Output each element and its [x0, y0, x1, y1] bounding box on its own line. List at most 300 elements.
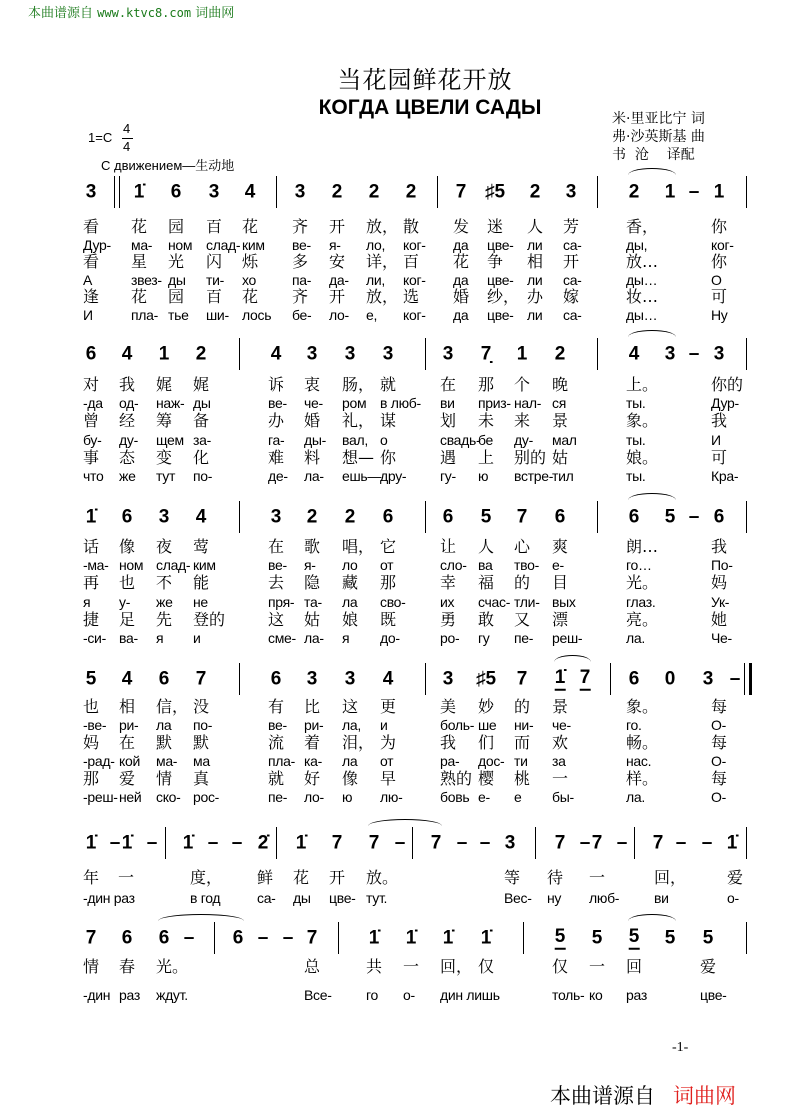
lyric-syllable: 勇 — [440, 609, 457, 629]
lyric-syllable: же — [119, 468, 136, 484]
lyric-syllable: 回， — [654, 868, 687, 887]
barline — [746, 922, 747, 954]
lyric-syllable: Ну — [711, 307, 728, 323]
lyric-syllable: га- — [268, 431, 285, 448]
lyric-syllable: пла- — [268, 753, 295, 769]
lyric-syllable: 相 — [527, 252, 544, 272]
note-digit: 1 — [713, 181, 725, 203]
lyric-syllable: 每 — [711, 769, 728, 788]
lyric-syllable: тут — [156, 468, 176, 484]
barline — [523, 922, 524, 954]
note-digit: 7 — [331, 832, 343, 854]
lyric-syllable: од- — [119, 395, 139, 412]
note-digit: – — [675, 832, 687, 854]
barline — [746, 176, 747, 208]
lyric-syllable: от — [380, 753, 394, 769]
note — [209, 183, 220, 202]
lyric-syllable: 曾 — [83, 411, 100, 431]
note — [665, 670, 676, 689]
lyric-syllable: ней — [119, 789, 142, 805]
lyric-syllable: 一 — [552, 769, 569, 788]
lyric-syllable: 也 — [83, 697, 100, 716]
note — [345, 508, 356, 527]
lyric-syllable: 我 — [711, 411, 728, 431]
lyric-syllable: слад- — [206, 236, 241, 253]
lyric-syllable: 再 — [83, 573, 100, 593]
lyric-syllable: О — [711, 271, 722, 288]
barline — [746, 827, 747, 859]
note — [517, 670, 528, 689]
dash-extension — [730, 670, 741, 689]
lyric-syllable: 发 — [453, 217, 470, 236]
lyric-syllable: ло- — [304, 789, 324, 805]
note-digit: 7 — [195, 668, 207, 690]
lyric-syllable: 歌 — [304, 537, 321, 556]
lyric-syllable: 看 — [83, 252, 100, 272]
note-digit: 3 — [344, 668, 356, 690]
note-digit: 3 — [208, 181, 220, 203]
lyric-syllable: -дин — [83, 987, 111, 1003]
lyric-syllable: ром — [342, 395, 367, 412]
lyric-syllable: 逢 — [83, 287, 100, 307]
lyric-syllable: 比 — [304, 697, 321, 716]
note-digit: 7 — [516, 506, 528, 528]
lyric-syllable: да — [453, 271, 469, 288]
lyric-syllable: 爱 — [700, 957, 717, 976]
barline — [597, 176, 598, 208]
barline — [425, 338, 426, 370]
note-digit: 5 — [664, 506, 676, 528]
note-digit: 2 — [529, 181, 541, 203]
lyric-syllable: ри- — [304, 717, 324, 733]
slur-tie — [628, 493, 676, 500]
lyric-syllable: ве- — [268, 557, 287, 574]
note-digit: 1̇ — [133, 181, 145, 203]
lyric-syllable: 话 — [83, 537, 100, 556]
lyric-syllable: раз — [119, 987, 140, 1003]
lyric-syllable: сло- — [440, 557, 467, 574]
note-digit: 5 — [480, 506, 492, 528]
lyric-syllable: цве- — [329, 890, 356, 906]
lyric-syllable: 年 — [83, 868, 100, 887]
lyric-syllable: ра- — [440, 753, 460, 769]
note — [271, 508, 282, 527]
note — [86, 929, 97, 948]
lyric-syllable: о — [380, 431, 388, 448]
lyric-syllable: та- — [304, 593, 322, 610]
lyric-syllable: 开 — [563, 252, 580, 272]
lyric-syllable: тво- — [514, 557, 539, 574]
dash-extension — [258, 929, 269, 948]
barline — [412, 827, 413, 859]
note-digit: – — [282, 927, 294, 949]
lyric-syllable: хо — [242, 271, 257, 288]
lyric-syllable: 你 — [380, 447, 397, 467]
note — [555, 345, 566, 364]
note — [476, 670, 496, 689]
note-digit: 1̇ — [554, 666, 566, 688]
lyric-syllable: 娘。 — [626, 447, 659, 467]
note — [258, 834, 269, 853]
lyric-syllable: 景 — [552, 411, 569, 431]
lyric-syllable: 回， — [440, 957, 473, 976]
lyric-syllable: Вес- — [504, 890, 532, 906]
eighth-note-underline — [555, 948, 566, 950]
lyric-syllable: ды — [168, 271, 186, 288]
lyric-syllable: ды, — [626, 236, 648, 253]
lyric-syllable: 仅 — [552, 957, 569, 976]
lyric-syllable: тил — [552, 468, 574, 484]
dash-extension — [689, 508, 700, 527]
note-digit: 1̇ — [85, 832, 97, 854]
lyric-syllable: 在 — [119, 733, 136, 752]
barline — [165, 827, 166, 859]
note-digit: 1 — [516, 343, 528, 365]
page-number: -1- — [672, 1040, 689, 1055]
lyric-syllable: 隐 — [304, 573, 321, 593]
lyric-syllable: от — [380, 557, 394, 574]
note — [629, 345, 640, 364]
note-digit: 4 — [121, 343, 133, 365]
lyric-syllable: А — [83, 271, 93, 288]
note — [592, 834, 603, 853]
note-digit: 3 — [442, 343, 454, 365]
lyric-syllable: ном — [119, 557, 144, 574]
lyric-syllable: слад- — [156, 557, 191, 574]
note-digit: 1̇ — [182, 832, 194, 854]
lyric-syllable: По- — [711, 557, 733, 574]
note — [481, 508, 492, 527]
note-digit: 1̇ — [405, 927, 417, 949]
lyric-syllable: ду- — [514, 431, 533, 448]
note — [86, 670, 97, 689]
note — [271, 670, 282, 689]
lyric-syllable: ве- — [292, 236, 311, 253]
lyric-syllable: ли — [527, 307, 543, 323]
note — [505, 834, 516, 853]
lyric-syllable: за — [552, 753, 566, 769]
note-digit: 3 — [306, 343, 318, 365]
note — [665, 929, 676, 948]
lyric-syllable: ло- — [329, 307, 349, 323]
lyric-syllable: 一 — [589, 868, 606, 887]
lyric-syllable: цве- — [487, 307, 514, 323]
note — [86, 345, 97, 364]
lyric-syllable: пе- — [514, 630, 534, 646]
barline — [114, 176, 115, 208]
note — [307, 670, 318, 689]
bottom-watermark — [550, 1080, 736, 1110]
note — [629, 183, 640, 202]
note-digit: 3 — [306, 668, 318, 690]
note — [443, 929, 454, 948]
lyric-syllable: 花 — [453, 252, 470, 272]
lyric-syllable: 能 — [193, 573, 210, 593]
note-digit: 1̇ — [85, 506, 97, 528]
barline — [239, 338, 240, 370]
eighth-note-underline — [580, 689, 591, 691]
lyric-syllable: 夜 — [156, 537, 173, 556]
note — [517, 508, 528, 527]
lyric-syllable: 好 — [304, 769, 321, 788]
lyric-syllable: не — [193, 593, 208, 610]
note — [245, 183, 256, 202]
lyric-syllable: ни- — [514, 717, 534, 733]
note-digit: 3 — [504, 832, 516, 854]
lyric-syllable: 齐 — [292, 217, 309, 236]
lyric-syllable: 上。 — [626, 375, 659, 394]
lyric-syllable: Че- — [711, 630, 732, 646]
lyric-syllable: 每 — [711, 697, 728, 716]
note-digit: 6 — [270, 668, 282, 690]
lyric-syllable: ты. — [626, 395, 646, 412]
lyric-syllable: 等 — [504, 868, 521, 887]
lyric-syllable: пря- — [268, 593, 295, 610]
note — [665, 183, 676, 202]
lyric-syllable: лось — [242, 307, 272, 323]
note — [307, 508, 318, 527]
lyric-syllable: ешь— — [342, 468, 382, 484]
lyric-syllable: 来 — [514, 411, 531, 431]
note-digit: 1̇ — [480, 927, 492, 949]
barline — [634, 827, 635, 859]
lyric-syllable: 象。 — [626, 697, 659, 716]
note-digit: 1 — [158, 343, 170, 365]
dash-extension — [689, 345, 700, 364]
lyric-syllable: бовь — [440, 789, 470, 805]
lyric-syllable: 嫁 — [563, 287, 580, 307]
lyric-syllable: 妈 — [83, 733, 100, 752]
lyric-syllable: 花 — [242, 217, 259, 236]
lyric-syllable: 态 — [119, 447, 136, 467]
barline — [338, 922, 339, 954]
lyric-syllable: 备 — [193, 411, 210, 431]
note — [456, 183, 467, 202]
lyric-syllable: 百 — [403, 252, 420, 272]
note-digit: 6 — [713, 506, 725, 528]
lyric-syllable: 度， — [190, 868, 223, 887]
note-digit: – — [479, 832, 491, 854]
lyric-syllable: 真 — [193, 769, 210, 788]
lyric-syllable: 桃 — [514, 769, 531, 788]
note-digit: – — [688, 343, 700, 365]
lyric-syllable: боль- — [440, 717, 475, 733]
lyric-syllable: счас- — [478, 593, 511, 610]
note-digit: 6 — [121, 506, 133, 528]
lyric-syllable: 姑 — [304, 609, 321, 629]
note — [233, 929, 244, 948]
note-digit: 6 — [158, 668, 170, 690]
lyric-syllable: 百 — [206, 287, 223, 307]
lyric-syllable: че- — [304, 395, 323, 412]
lyric-syllable: 去 — [268, 573, 285, 593]
note — [383, 508, 394, 527]
lyric-syllable: ва — [478, 557, 493, 574]
note-digit: 3 — [294, 181, 306, 203]
tempo-marking: С движением—生动地 — [101, 158, 235, 173]
note-digit: 3 — [702, 668, 714, 690]
lyric-syllable: ка- — [304, 753, 322, 769]
watermark-url[interactable]: www.ktvc8.com — [97, 6, 192, 20]
lyric-syllable: 美 — [440, 697, 457, 716]
lyric-syllable: кой — [119, 753, 140, 769]
lyric-syllable: что — [83, 468, 104, 484]
lyric-syllable: ды — [193, 395, 211, 412]
lyric-syllable: ким — [193, 557, 216, 574]
lyric-syllable: пла- — [131, 307, 158, 323]
note-digit: 6 — [170, 181, 182, 203]
lyric-syllable: 散 — [403, 217, 420, 236]
lyric-syllable: 们 — [478, 733, 495, 752]
lyric-syllable: 未 — [478, 411, 495, 431]
lyric-syllable: 芳 — [563, 217, 580, 236]
lyric-syllable: 园 — [168, 287, 185, 307]
lyric-syllable: 亮。 — [626, 609, 659, 629]
dash-extension — [184, 929, 195, 948]
lyric-syllable: люб- — [589, 890, 620, 906]
lyric-syllable: 唱， — [342, 537, 375, 556]
lyric-syllable: ши- — [206, 307, 229, 323]
note — [592, 929, 603, 948]
lyric-syllable: 别的 — [514, 447, 547, 467]
eighth-note-underline — [555, 689, 566, 691]
note-digit: 7 — [579, 666, 591, 688]
lyric-syllable: 有 — [268, 697, 285, 716]
note-digit: ♯5 — [475, 668, 497, 690]
lyric-syllable: ко — [589, 987, 603, 1003]
note — [134, 183, 145, 202]
lyric-syllable: 信， — [156, 697, 189, 716]
lyric-syllable: и — [380, 717, 388, 733]
lyric-syllable: ве- — [268, 395, 287, 412]
lyric-syllable: 谋 — [380, 411, 397, 431]
slur-tie — [158, 914, 244, 921]
lyric-syllable: 默 — [156, 733, 173, 752]
lyric-syllable: 我 — [440, 733, 457, 752]
lyric-syllable: цве- — [487, 236, 514, 253]
lyric-syllable: е — [514, 789, 522, 805]
lyric-syllable: 早 — [380, 769, 397, 788]
barline — [276, 827, 277, 859]
lyric-syllable: 樱 — [478, 769, 495, 788]
lyric-syllable: ды… — [626, 271, 658, 288]
lyric-syllable: я- — [329, 236, 341, 253]
lyric-syllable: ла- — [304, 468, 324, 484]
lyric-syllable: в люб- — [380, 395, 421, 412]
lyric-syllable: вых — [552, 593, 576, 610]
watermark-site-name: 词曲网 — [195, 6, 235, 21]
note — [159, 345, 170, 364]
note — [555, 508, 566, 527]
lyric-syllable: 娓 — [156, 375, 173, 394]
note-digit: 4 — [244, 181, 256, 203]
lyric-syllable: е- — [552, 557, 564, 574]
lyric-syllable: 闪 — [206, 252, 223, 272]
lyric-syllable: нал- — [514, 395, 542, 412]
lyric-syllable: дру- — [380, 468, 407, 484]
lyric-syllable: я- — [304, 557, 316, 574]
lyric-syllable: бу- — [83, 431, 102, 448]
note — [122, 834, 133, 853]
note — [406, 183, 417, 202]
song-title-russian: КОГДА ЦВЕЛИ САДЫ — [318, 96, 542, 119]
lyric-syllable: да — [453, 307, 469, 323]
lyric-syllable: 花 — [131, 217, 148, 236]
lyric-syllable: звез- — [131, 271, 162, 288]
lyric-syllable: И — [83, 307, 93, 323]
lyric-syllable: Кра- — [711, 468, 739, 484]
lyric-syllable: ти- — [206, 271, 224, 288]
note-digit: 5 — [591, 927, 603, 949]
barline — [746, 501, 747, 533]
note — [345, 670, 356, 689]
note-digit: 7 — [591, 832, 603, 854]
translator-credit: 书 沧 译配 — [612, 147, 695, 163]
lyric-syllable: 一 — [403, 957, 420, 976]
lyric-syllable: 经 — [119, 411, 136, 431]
lyric-syllable: ри- — [119, 717, 139, 733]
note-digit: 4 — [270, 343, 282, 365]
slur-tie — [628, 168, 676, 175]
lyric-syllable: 星 — [131, 252, 148, 272]
lyric-syllable: -ма- — [83, 557, 109, 574]
barline — [610, 663, 611, 695]
dash-extension — [617, 834, 628, 853]
lyric-syllable: толь- — [552, 987, 585, 1003]
lyric-syllable: О- — [711, 789, 726, 805]
lyric-syllable: ду- — [119, 431, 138, 448]
note-digit: 4 — [628, 343, 640, 365]
lyric-syllable: де- — [268, 468, 288, 484]
note-digit: 1̇ — [121, 832, 133, 854]
lyric-syllable: 人 — [527, 217, 544, 236]
note — [406, 929, 417, 948]
note-digit: 3 — [442, 668, 454, 690]
lyric-syllable: у- — [119, 593, 131, 610]
lyric-syllable: 你的 — [711, 375, 744, 394]
lyric-syllable: 这 — [342, 697, 359, 716]
note-digit: 4 — [382, 668, 394, 690]
lyric-syllable: 在 — [440, 375, 457, 394]
lyric-syllable: рос- — [193, 789, 220, 805]
note-digit: 2 — [554, 343, 566, 365]
dash-extension — [395, 834, 406, 853]
lyric-syllable: О- — [711, 717, 726, 733]
note — [86, 183, 97, 202]
note — [369, 183, 380, 202]
lyric-syllable: 鲜 — [257, 868, 274, 887]
dash-extension — [676, 834, 687, 853]
note — [714, 345, 725, 364]
note — [517, 345, 528, 364]
note-digit: 1̇ — [442, 927, 454, 949]
note-digit: – — [207, 832, 219, 854]
note-digit: – — [688, 181, 700, 203]
lyric-syllable: 你 — [711, 217, 728, 236]
lyric-syllable: ю — [478, 468, 489, 484]
lyric-syllable: 迷 — [487, 217, 504, 236]
barline — [425, 501, 426, 533]
time-signature-top: 4 — [123, 121, 131, 136]
lyric-syllable: 朗… — [626, 537, 659, 556]
lyric-syllable: 爱 — [119, 769, 136, 788]
note — [332, 183, 343, 202]
lyric-syllable: о- — [727, 890, 739, 906]
lyric-syllable: 福 — [478, 573, 495, 593]
lyric-syllable: 你 — [711, 252, 728, 272]
lyric-syllable: ла. — [626, 630, 645, 646]
lyric-syllable: мал — [552, 431, 577, 448]
